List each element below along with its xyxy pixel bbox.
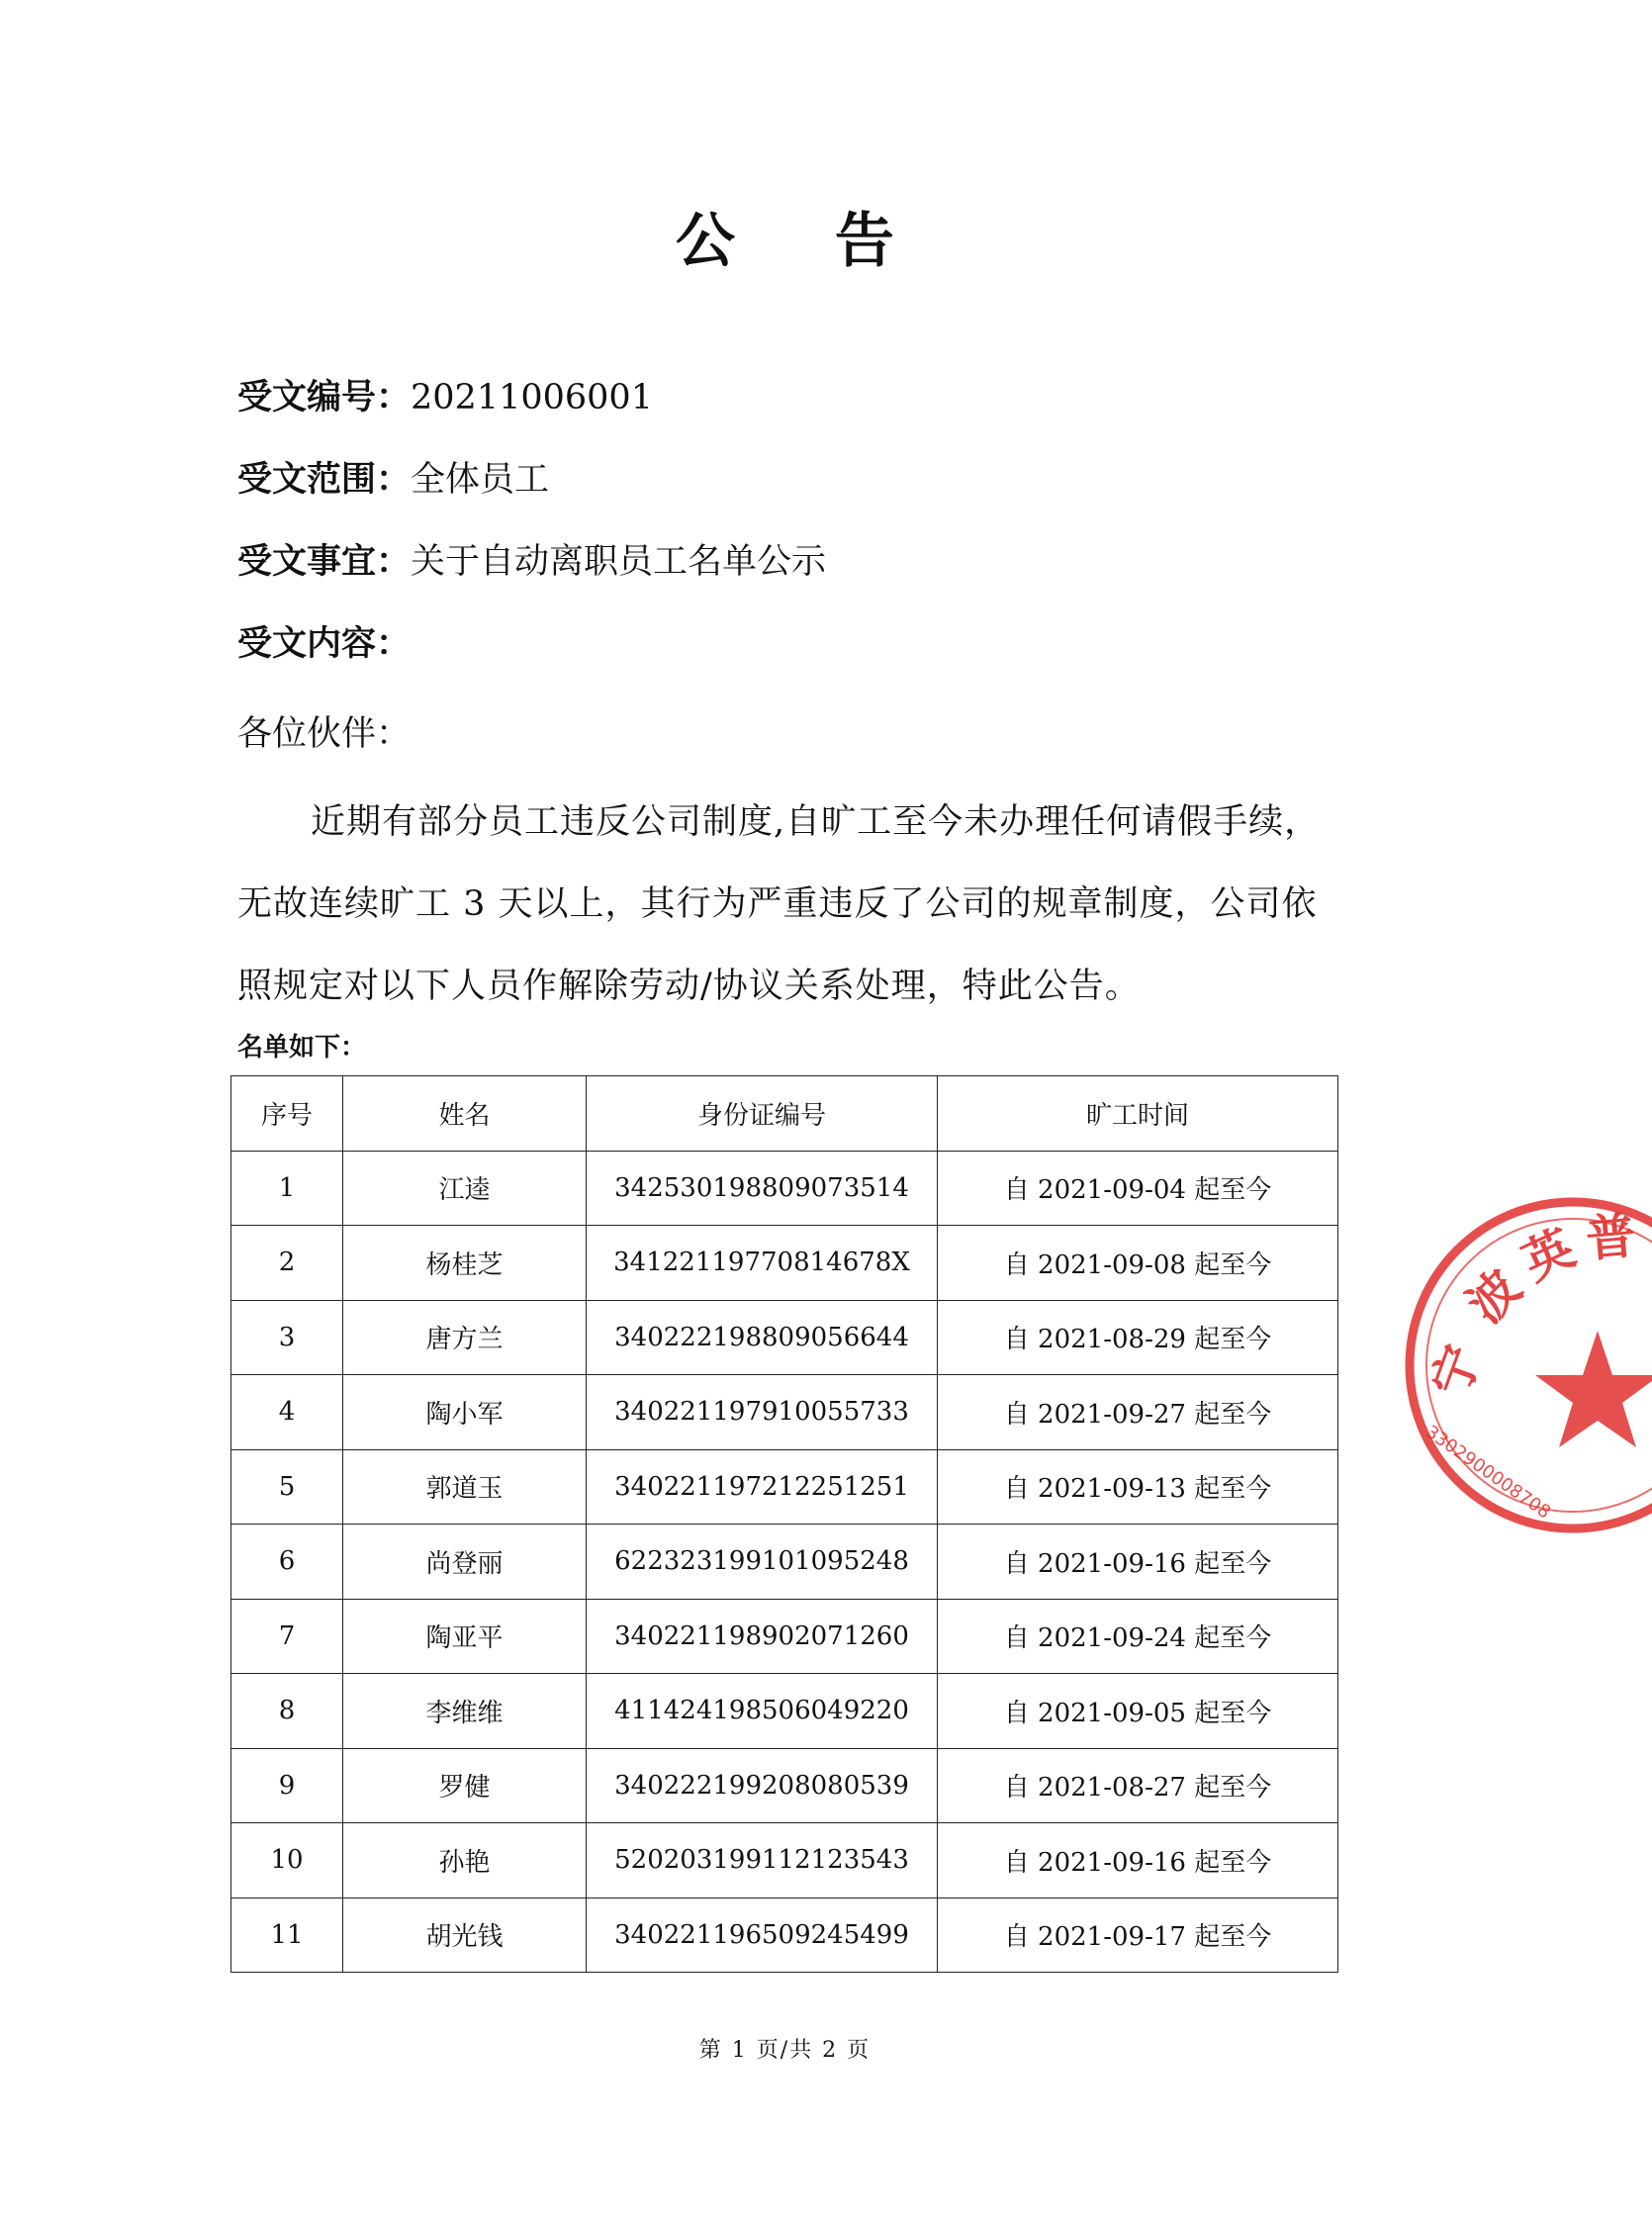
cell-name: 胡光钱 (343, 1897, 587, 1973)
svg-text:波: 波 (1456, 1258, 1532, 1335)
document-number-label: 受文编号： (237, 378, 412, 417)
cell-absence-time: 自 2021-09-16 起至今 (938, 1823, 1338, 1898)
cell-name: 江逵 (343, 1151, 587, 1226)
table-row (231, 1823, 1338, 1898)
table-row (231, 1226, 1338, 1301)
cell-index: 4 (231, 1375, 343, 1450)
table-row (231, 1897, 1338, 1973)
svg-text:宁: 宁 (1421, 1338, 1493, 1405)
cell-index: 2 (231, 1226, 343, 1301)
roster-table (230, 1075, 1338, 1973)
cell-id-number: 340221198902071260 (587, 1599, 938, 1674)
cell-absence-time: 自 2021-09-08 起至今 (938, 1226, 1338, 1301)
cell-absence-time: 自 2021-08-29 起至今 (938, 1300, 1338, 1375)
cell-absence-time: 自 2021-09-24 起至今 (938, 1599, 1338, 1674)
cell-name: 孙艳 (343, 1823, 587, 1898)
table-row (231, 1674, 1338, 1749)
content-label: 受文内容： (237, 624, 412, 664)
cell-absence-time: 自 2021-09-17 起至今 (938, 1897, 1338, 1973)
svg-text:普: 普 (1583, 1206, 1638, 1268)
table-row (231, 1151, 1338, 1226)
table-row (231, 1375, 1338, 1450)
matter-field (237, 542, 826, 582)
cell-absence-time: 自 2021-09-27 起至今 (938, 1375, 1338, 1450)
body-paragraph: 近期有部分员工违反公司制度,自旷工至今未办理任何请假手续，无故连续旷工 3 天以上，其行为严重违反了公司的规章制度，公司依照规定对以下人员作解除劳动/协议关系处理，特此公告。 (237, 802, 1321, 1006)
cell-absence-time: 自 2021-09-04 起至今 (938, 1151, 1338, 1226)
cell-name: 郭道玉 (343, 1449, 587, 1525)
table-row (231, 1599, 1338, 1674)
scope-label: 受文范围： (237, 460, 412, 500)
cell-name: 杨桂芝 (343, 1226, 587, 1301)
header-name: 姓名 (343, 1076, 587, 1152)
cell-name: 尚登丽 (343, 1525, 587, 1600)
cell-absence-time: 自 2021-09-16 起至今 (938, 1525, 1338, 1600)
table-row (231, 1525, 1338, 1600)
page-footer: 第 1 页/共 2 页 (698, 2038, 872, 2063)
content-field (237, 624, 411, 664)
company-seal (1395, 1197, 1652, 1553)
cell-id-number: 340221197910055733 (587, 1375, 938, 1450)
table-row (231, 1449, 1338, 1525)
cell-name: 陶亚平 (343, 1599, 587, 1674)
header-id-number: 身份证编号 (587, 1076, 938, 1152)
cell-name: 唐方兰 (343, 1300, 587, 1375)
matter-value: 关于自动离职员工名单公示 (411, 542, 827, 582)
greeting: 各位伙伴： (237, 714, 412, 754)
cell-index: 8 (231, 1674, 343, 1749)
document-number-value: 20211006001 (411, 378, 653, 417)
cell-id-number: 342530198809073514 (587, 1151, 938, 1226)
cell-absence-time: 自 2021-08-27 起至今 (938, 1748, 1338, 1823)
cell-index: 1 (231, 1151, 343, 1226)
cell-index: 3 (231, 1300, 343, 1375)
list-heading: 名单如下： (237, 1033, 367, 1063)
cell-index: 10 (231, 1823, 343, 1898)
header-absence-time: 旷工时间 (938, 1076, 1338, 1152)
header-index: 序号 (231, 1076, 343, 1152)
cell-name: 陶小军 (343, 1375, 587, 1450)
table-row (231, 1748, 1338, 1823)
cell-absence-time: 自 2021-09-13 起至今 (938, 1449, 1338, 1525)
cell-id-number: 520203199112123543 (587, 1823, 938, 1898)
cell-index: 5 (231, 1449, 343, 1525)
cell-id-number: 622323199101095248 (587, 1525, 938, 1600)
cell-index: 11 (231, 1897, 343, 1973)
cell-id-number: 340221197212251251 (587, 1449, 938, 1525)
cell-index: 9 (231, 1748, 343, 1823)
cell-id-number: 34122119770814678X (587, 1226, 938, 1301)
matter-label: 受文事宜： (237, 542, 412, 582)
scope-value: 全体员工 (411, 460, 550, 500)
cell-absence-time: 自 2021-09-05 起至今 (938, 1674, 1338, 1749)
table-row (231, 1300, 1338, 1375)
document-title: 公 告 (676, 207, 934, 276)
cell-id-number: 340222199208080539 (587, 1748, 938, 1823)
cell-index: 6 (231, 1525, 343, 1600)
table-header-row (231, 1076, 1338, 1152)
cell-name: 罗健 (343, 1748, 587, 1823)
svg-text:3302900008708: 3302900008708 (1422, 1421, 1555, 1524)
svg-text:英: 英 (1514, 1219, 1584, 1292)
document-number-field (237, 378, 653, 417)
scope-field (237, 460, 549, 500)
cell-id-number: 340222198809056644 (587, 1300, 938, 1375)
cell-index: 7 (231, 1599, 343, 1674)
cell-name: 李维维 (343, 1674, 587, 1749)
cell-id-number: 411424198506049220 (587, 1674, 938, 1749)
cell-id-number: 340221196509245499 (587, 1897, 938, 1973)
